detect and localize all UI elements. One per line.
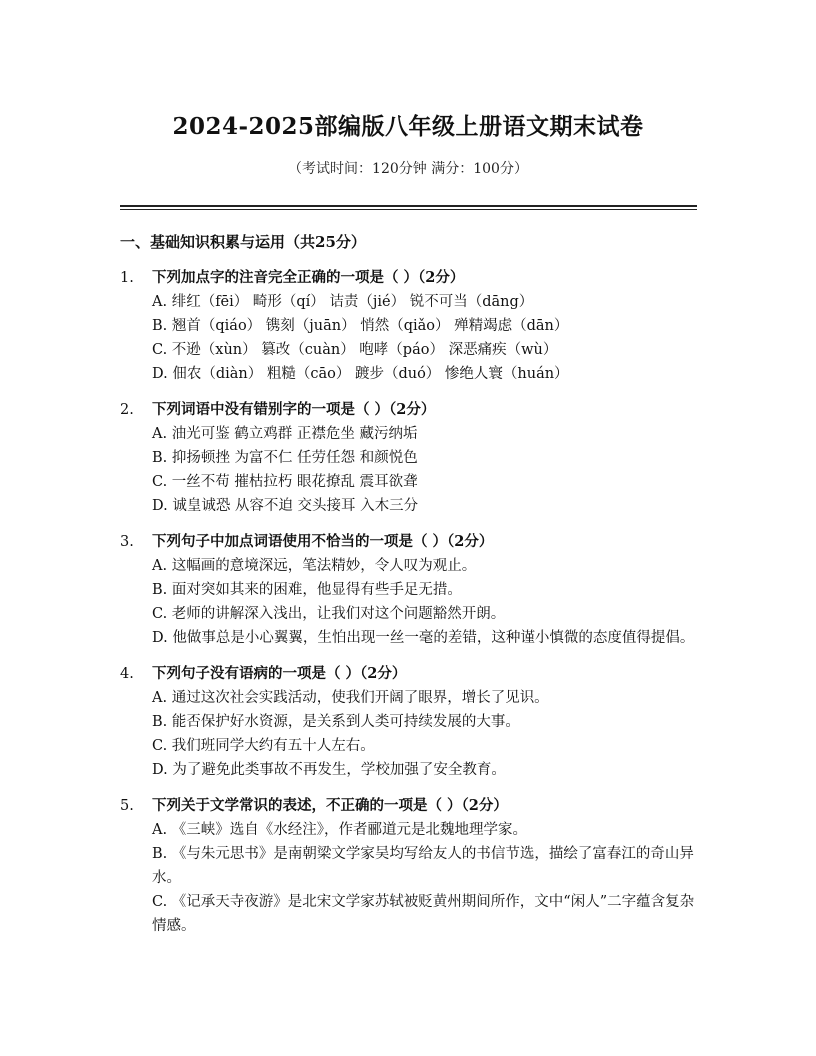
option-list: [120, 686, 700, 782]
question-stem: 下列加点字的注音完全正确的一项是（ ）（2分）: [152, 269, 465, 286]
section-title: 一、基础知识积累与运用（共25分）: [120, 233, 366, 251]
header-divider-thick: [120, 205, 697, 207]
option-c: C. 一丝不苟 摧枯拉朽 眼花撩乱 震耳欲聋: [152, 474, 418, 490]
option-b: B. 能否保护好水资源，是关系到人类可持续发展的大事。: [152, 714, 520, 730]
question-number: 5.: [120, 798, 134, 814]
exam-info: （考试时间：120分钟 满分：100分）: [288, 161, 528, 177]
question-number: 1.: [120, 270, 134, 286]
question-3: [120, 530, 700, 650]
question-1: [120, 266, 700, 386]
option-c: C. 老师的讲解深入浅出，让我们对这个问题豁然开朗。: [152, 606, 506, 622]
option-b: B. 《与朱元思书》是南朝梁文学家吴均写给友人的书信节选，描绘了富春江的奇山异水。: [152, 846, 694, 886]
question-4: [120, 662, 700, 782]
option-c: C. 我们班同学大约有五十人左右。: [152, 738, 375, 754]
option-a: A. 这幅画的意境深远，笔法精妙，令人叹为观止。: [152, 558, 477, 574]
question-5: [120, 794, 700, 938]
question-2: [120, 398, 700, 518]
option-d: D. 他做事总是小心翼翼，生怕出现一丝一毫的差错，这种谨小慎微的态度值得提倡。: [152, 630, 695, 646]
question-number: 2.: [120, 402, 134, 418]
question-stem: 下列词语中没有错别字的一项是（ ）（2分）: [152, 401, 436, 418]
option-list: [120, 818, 700, 938]
option-b: B. 抑扬顿挫 为富不仁 任劳任怨 和颜悦色: [152, 450, 418, 466]
question-stem: 下列句子中加点词语使用不恰当的一项是（ ）（2分）: [152, 533, 494, 550]
option-a: A. 绯红（fēi） 畸形（qí） 诘责（jié） 锐不可当（dāng）: [152, 294, 534, 310]
question-stem: 下列关于文学常识的表述，不正确的一项是（ ）（2分）: [152, 797, 508, 814]
question-number: 4.: [120, 666, 134, 682]
option-b: B. 翘首（qiáo） 镌刻（juān） 悄然（qiǎo） 殚精竭虑（dān）: [152, 318, 569, 334]
option-a: A. 油光可鉴 鹤立鸡群 正襟危坐 藏污纳垢: [152, 426, 418, 442]
option-c: C. 不逊（xùn） 篡改（cuàn） 咆哮（páo） 深恶痛疾（wù）: [152, 342, 558, 358]
question-number: 3.: [120, 534, 134, 550]
option-d: D. 为了避免此类事故不再发生，学校加强了安全教育。: [152, 762, 506, 778]
option-list: [120, 422, 700, 518]
option-list: [120, 290, 700, 386]
option-b: B. 面对突如其来的困难，他显得有些手足无措。: [152, 582, 462, 598]
page-title: 2024-2025部编版八年级上册语文期末试卷: [172, 113, 644, 140]
option-a: A. 《三峡》选自《水经注》，作者郦道元是北魏地理学家。: [152, 822, 527, 838]
option-c: C. 《记承天寺夜游》是北宋文学家苏轼被贬黄州期间所作，文中“闲人”二字蕴含复杂情感。: [152, 894, 695, 934]
header-divider-thin: [120, 209, 697, 210]
option-d: D. 诚皇诚恐 从容不迫 交头接耳 入木三分: [152, 498, 419, 514]
option-a: A. 通过这次社会实践活动，使我们开阔了眼界，增长了见识。: [152, 690, 549, 706]
question-stem: 下列句子没有语病的一项是（ ）（2分）: [152, 665, 407, 682]
option-d: D. 佃农（diàn） 粗糙（cāo） 踱步（duó） 惨绝人寰（huán）: [152, 366, 569, 382]
option-list: [120, 554, 700, 650]
exam-content: [120, 230, 700, 950]
